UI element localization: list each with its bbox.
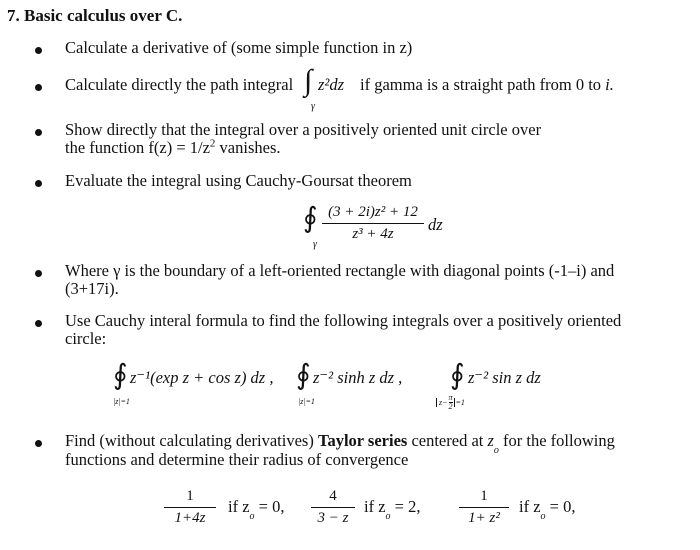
- bullet-6-integral-2-limit: |z|=1: [298, 397, 315, 406]
- section-heading: 7. Basic calculus over C.: [7, 6, 183, 25]
- bullet-2-text: [65, 75, 293, 95]
- bullet-3-line-1: Show directly that the integral over a positively oriented unit circle over: [65, 120, 542, 139]
- bullet-6-integral-3-limit: z− $\frac{\pi}{2}$ =1: [436, 394, 465, 411]
- function-2-fraction: $\frac{4}{3 - z}$: [311, 488, 355, 527]
- bullet-dot: [35, 440, 42, 447]
- bullet-4-dz: dz: [428, 215, 443, 234]
- bullet-4-fraction: [322, 204, 424, 243]
- bullet-4-gamma: γ: [313, 239, 317, 250]
- bullet-dot: [35, 84, 42, 91]
- bullet-6-line-1: Use Cauchy interal formula to find the following integrals over a positively oriented: [65, 311, 622, 330]
- bullet-5-line-2: (3+17i).: [65, 279, 119, 298]
- bullet-dot: [35, 270, 42, 277]
- bullet-5-line-1: Where γ is the boundary of a left-oriented rectangle with diagonal points (-1–i) and: [65, 261, 615, 280]
- bullet-2-gamma: γ: [311, 101, 315, 112]
- bullet-dot: [35, 47, 42, 54]
- function-1-condition: if $z_o = 0$,: [228, 497, 285, 522]
- function-2-condition: if $z_o = 2$,: [364, 497, 421, 522]
- contour-integral-sign: ∮: [303, 203, 318, 234]
- integral-sign: ∫: [304, 64, 313, 97]
- function-3-fraction: $\frac{1}{\text{1+ z²}}$: [459, 488, 509, 527]
- bullet-6-integral-1-limit: |z|=1: [113, 397, 130, 406]
- bullet-6-integral-1: z⁻¹(exp z + cos z) dz ,: [130, 368, 274, 387]
- bullet-dot: [35, 320, 42, 327]
- bullet-2-prefix: Calculate directly the path integral: [65, 75, 294, 94]
- bullet-6-line-2: circle:: [65, 329, 107, 348]
- bullet-6-integral-2: z⁻² sinh z dz ,: [313, 368, 403, 387]
- bullet-7-line-1: Find (without calculating derivatives) Taylor series centered at $z_o$ for the following: [65, 431, 615, 456]
- bullet-3-line-2: the function $f(z) = 1/z^2$ vanishes.: [65, 137, 281, 157]
- contour-integral-sign: ∮: [450, 360, 465, 391]
- fraction-numerator: (3 + 2i)z² + 12: [322, 204, 424, 224]
- taylor-series-bold: Taylor series: [317, 431, 408, 450]
- function-3-condition: if $z_o = 0$,: [519, 497, 576, 522]
- bullet-1-text: Calculate a derivative of (some simple function in z): [65, 38, 413, 57]
- bullet-2-suffix: if gamma is a straight path from 0 to i.: [360, 75, 614, 94]
- bullet-4-text: Evaluate the integral using Cauchy-Goursat theorem: [65, 171, 412, 190]
- bullet-6-integral-3: z⁻² sin z dz: [468, 368, 541, 387]
- fraction-denominator: z³ + 4z: [352, 226, 394, 242]
- bullet-dot: [35, 180, 42, 187]
- contour-integral-sign: ∮: [113, 360, 128, 391]
- bullet-dot: [35, 129, 42, 136]
- function-1-fraction: $\frac{1}{1+4z}$: [164, 488, 216, 527]
- bullet-7-line-2: functions and determine their radius of convergence: [65, 450, 409, 469]
- bullet-2-integrand: z²dz: [318, 75, 345, 94]
- contour-integral-sign: ∮: [296, 360, 311, 391]
